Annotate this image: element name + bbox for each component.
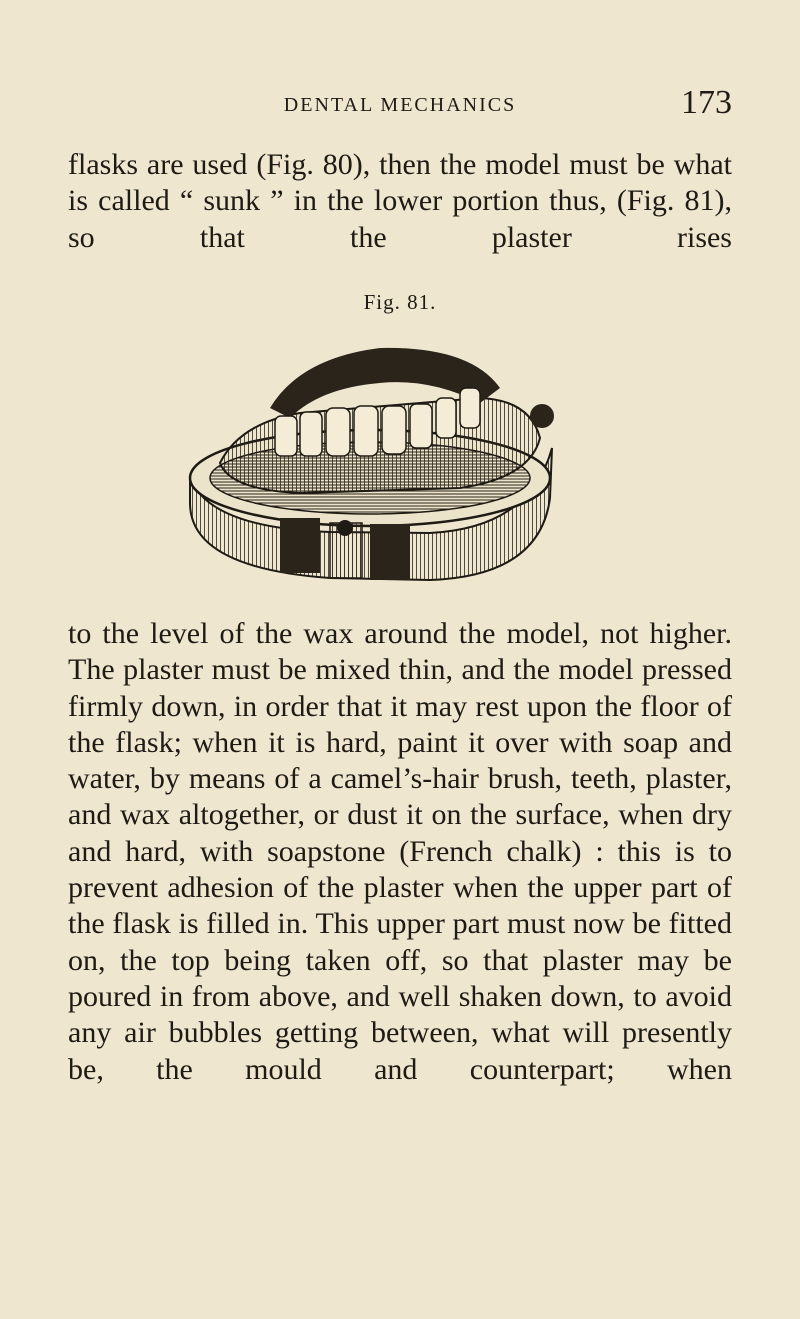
page-number: 173 <box>681 84 732 121</box>
paragraph-bottom: to the level of the wax around the model, not higher. The plaster must be mixed thin, and the model pressed firmly down, in order that it may rest upon the floor of the flask; when it is hard, paint it over with soap and water, by means of a camel’s-hair brush, teeth, plaster, and wax altogether, or dust it on the surface, when dry and hard, with soapstone (French chalk) : this is to prevent adhesion of the plaster when the upper part of the flask is filled in. This upper part must now be fitted on, the top being taken off, so that plaster may be poured in from above, and well shaken down, to avoid any air bubbles getting between, what will presently be, the mould and counterpart; when <box>68 617 732 1086</box>
running-head <box>68 84 732 124</box>
running-title: DENTAL MECHANICS <box>283 94 517 116</box>
paragraph-top: flasks are used (Fig. 80), then the model must be what is called “ sunk ” in the lower portion thus, (Fig. 81), so that the plaster rises <box>68 148 732 254</box>
figure-caption: Fig. 81. <box>363 290 437 314</box>
denture-flask-illustration <box>180 328 572 590</box>
